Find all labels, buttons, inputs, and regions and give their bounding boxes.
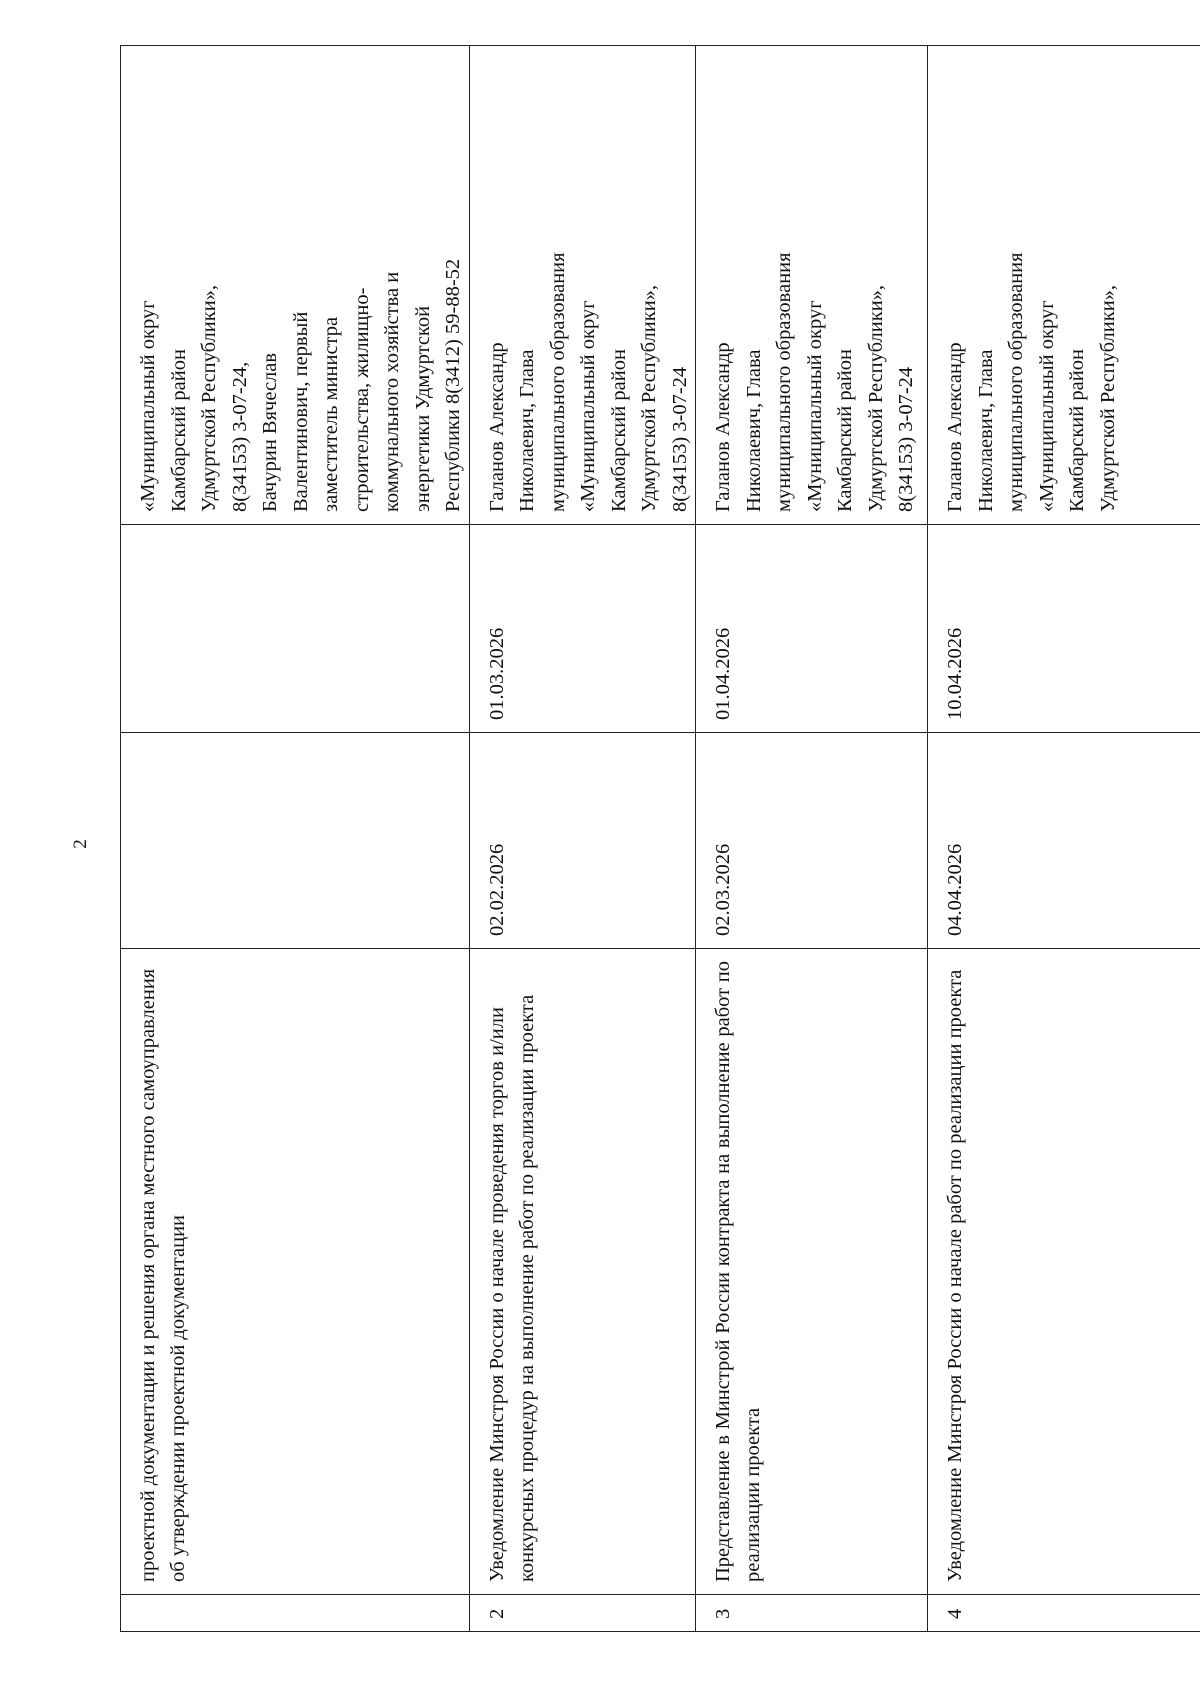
- schedule-table: [120, 45, 1200, 1632]
- table-row: [121, 46, 470, 1632]
- contact-line: энергетики Удмуртской: [411, 305, 434, 512]
- contact-line: строительства, жилищно-: [350, 287, 373, 512]
- contact-line: Галанов Александр: [485, 342, 508, 512]
- contact-line: Камбарский район: [167, 349, 190, 512]
- rotated-table-container: [120, 46, 1195, 1632]
- contact-line: Валентинович, первый: [289, 311, 312, 512]
- contact-line: Удмуртской Республики»,: [864, 284, 887, 512]
- row-description: [928, 949, 1200, 1595]
- table-row: [928, 46, 1200, 1632]
- contact-line: Удмуртской Республики»,: [198, 284, 220, 512]
- row-description: [121, 949, 470, 1595]
- description-text: проектной документации и решения органа местного самоуправления об утверждении проектной документации: [137, 968, 189, 1582]
- contact-line: муниципального образования: [1005, 252, 1027, 512]
- contact-line: 8(34153) 3-07-24: [668, 366, 691, 512]
- contact-line: Николаевич, Глава: [516, 349, 538, 512]
- row-description: [696, 949, 928, 1595]
- row-number: 4: [928, 1595, 1200, 1632]
- contact-line: «Муниципальный округ: [137, 300, 159, 512]
- contact-line: «Муниципальный округ: [1035, 300, 1058, 512]
- page-number: 2: [70, 839, 91, 849]
- contact-line: Николаевич, Глава: [742, 349, 765, 512]
- contact-line: муниципального образования: [773, 252, 795, 512]
- contact-line: коммунального хозяйства и: [381, 271, 403, 512]
- table-row: [469, 46, 696, 1632]
- date-start: 02.03.2026: [696, 733, 928, 949]
- row-number: [121, 1595, 470, 1632]
- row-number: 3: [696, 1595, 928, 1632]
- contact-line: Республики 8(3412) 59-88-52: [442, 258, 464, 512]
- row-number: 2: [469, 1595, 696, 1632]
- row-contact: [696, 46, 928, 525]
- contact-line: заместитель министра: [320, 316, 342, 512]
- date-end: 01.03.2026: [469, 525, 696, 733]
- contact-line: Галанов Александр: [712, 342, 734, 512]
- date-start: 04.04.2026: [928, 733, 1200, 949]
- date-end: 10.04.2026: [928, 525, 1200, 733]
- contact-line: муниципального образования: [546, 252, 569, 512]
- date-end: [121, 525, 470, 733]
- contact-line: 8(34153) 3-07-24,: [228, 361, 251, 512]
- date-start: 02.02.2026: [469, 733, 696, 949]
- row-contact: [928, 46, 1200, 525]
- contact-line: Камбарский район: [834, 349, 856, 512]
- date-end: 01.04.2026: [696, 525, 928, 733]
- contact-line: «Муниципальный округ: [577, 300, 599, 512]
- row-description: [469, 949, 696, 1595]
- date-start: [121, 733, 470, 949]
- row-contact: [121, 46, 470, 525]
- contact-line: Удмуртской Республики»,: [638, 284, 660, 512]
- description-text: Представление в Минстрой России контракта на выполнение работ по реализации проекта: [712, 961, 764, 1582]
- contact-line: «Муниципальный округ: [803, 300, 826, 512]
- description-text: Уведомление Минстроя России о начале проведения торгов и/или конкурсных процедур на выполнение работ по реализации проекта: [485, 994, 538, 1582]
- contact-line: Камбарский район: [607, 349, 630, 512]
- contact-line: Галанов Александр: [944, 342, 966, 512]
- contact-line: Удмуртской Республики»,: [1096, 284, 1119, 512]
- contact-line: Бачурин Вячеслав: [259, 352, 281, 512]
- description-text: Уведомление Минстроя России о начале работ по реализации проекта: [944, 969, 966, 1582]
- table-row: [696, 46, 928, 1632]
- row-contact: [469, 46, 696, 525]
- contact-line: Николаевич, Глава: [974, 349, 997, 512]
- contact-line: Камбарский район: [1066, 349, 1088, 512]
- contact-line: 8(34153) 3-07-24: [895, 366, 917, 512]
